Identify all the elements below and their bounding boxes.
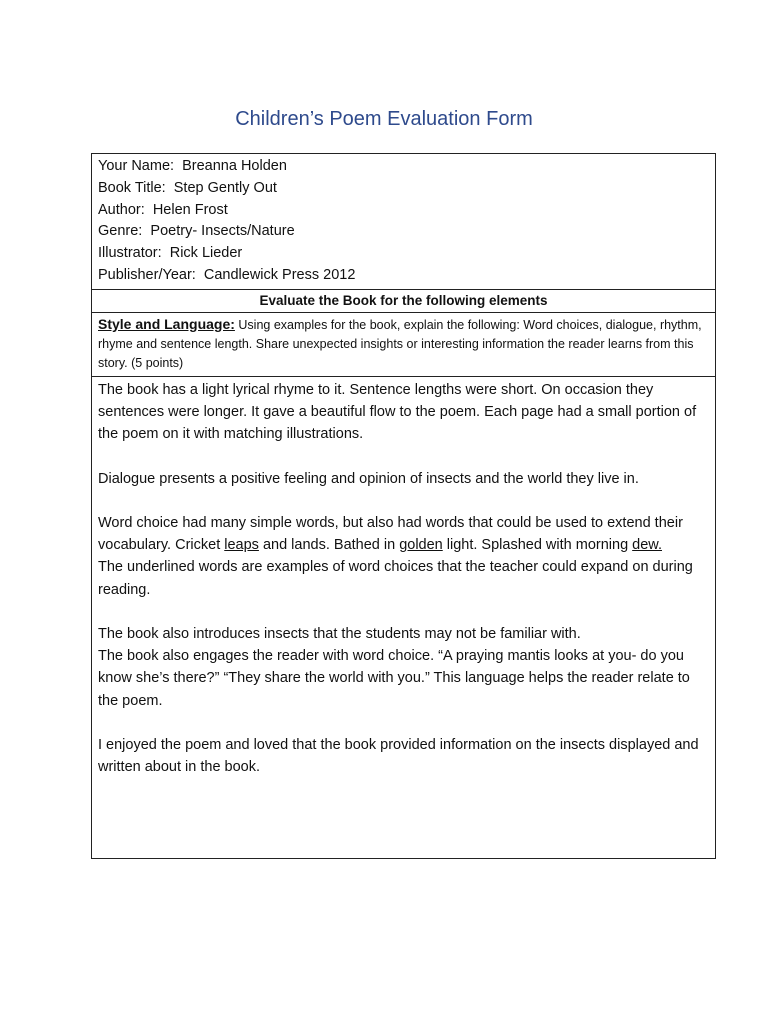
info-label: Publisher/Year: bbox=[98, 266, 196, 283]
response-paragraph: I enjoyed the poem and loved that the book provided information on the insects displayed and written about in the book. bbox=[98, 736, 699, 776]
info-value: Breanna Holden bbox=[182, 158, 287, 174]
info-row-illustrator bbox=[98, 243, 709, 265]
info-section bbox=[92, 154, 715, 290]
style-language-prompt bbox=[92, 313, 715, 377]
response-text: light. Splashed with morning bbox=[442, 537, 633, 554]
info-label: Illustrator: bbox=[98, 245, 162, 262]
response-paragraph: The book has a light lyrical rhyme to it. Sentence lengths were short. On occasion they sentences were longer. It gave a beautiful flow to the poem. Each page had a small portion of the poem on it with matching illustrations. bbox=[98, 381, 697, 443]
info-value: Rick Lieder bbox=[169, 245, 243, 262]
info-label: Author: bbox=[98, 201, 145, 218]
evaluation-form bbox=[91, 153, 716, 859]
evaluate-header: Evaluate the Book for the following elements bbox=[92, 290, 715, 313]
response-paragraph-word-choice bbox=[98, 512, 709, 556]
response-text: and lands. Bathed in bbox=[258, 537, 400, 554]
response-paragraph: The book also introduces insects that the students may not be familiar with. bbox=[98, 625, 581, 642]
form-title: Children’s Poem Evaluation Form bbox=[235, 108, 533, 130]
underlined-word: golden bbox=[399, 537, 443, 554]
info-row-book-title bbox=[98, 178, 709, 200]
underlined-word: leaps bbox=[224, 537, 259, 554]
response-text: Word choice had many simple words, but also had words that could be used to extend their vocabulary. Cricket bbox=[98, 514, 683, 554]
response-paragraph: The book also engages the reader with word choice. “A praying mantis looks at you- do you know she’s there?” “They share the world with you.” This language helps the reader relate to the poem. bbox=[98, 648, 690, 709]
info-label: Your Name: bbox=[98, 158, 175, 174]
info-value: Poetry- Insects/Nature bbox=[150, 223, 295, 240]
response-paragraph: The underlined words are examples of word choices that the teacher could expand on during reading. bbox=[98, 559, 693, 598]
info-row-genre bbox=[98, 221, 709, 243]
style-language-label: Style and Language: bbox=[98, 315, 235, 332]
info-value: Step Gently Out bbox=[173, 179, 277, 196]
response-paragraph: Dialogue presents a positive feeling and opinion of insects and the world they live in. bbox=[98, 470, 639, 487]
info-value: Candlewick Press 2012 bbox=[203, 266, 356, 283]
info-label: Book Title: bbox=[98, 179, 166, 196]
info-label: Genre: bbox=[98, 223, 143, 240]
info-row-author bbox=[98, 200, 709, 222]
style-language-text: Using examples for the book, explain the following: Word choices, dialogue, rhythm, rhyme and sentence length. Share unexpected insights or interesting information the reader learns from this story. (5 points) bbox=[98, 317, 702, 370]
info-row-publisher-year bbox=[98, 265, 709, 287]
info-row-name bbox=[98, 156, 709, 178]
underlined-word: dew. bbox=[632, 537, 662, 554]
info-value: Helen Frost bbox=[152, 201, 228, 218]
response-area bbox=[92, 377, 715, 858]
